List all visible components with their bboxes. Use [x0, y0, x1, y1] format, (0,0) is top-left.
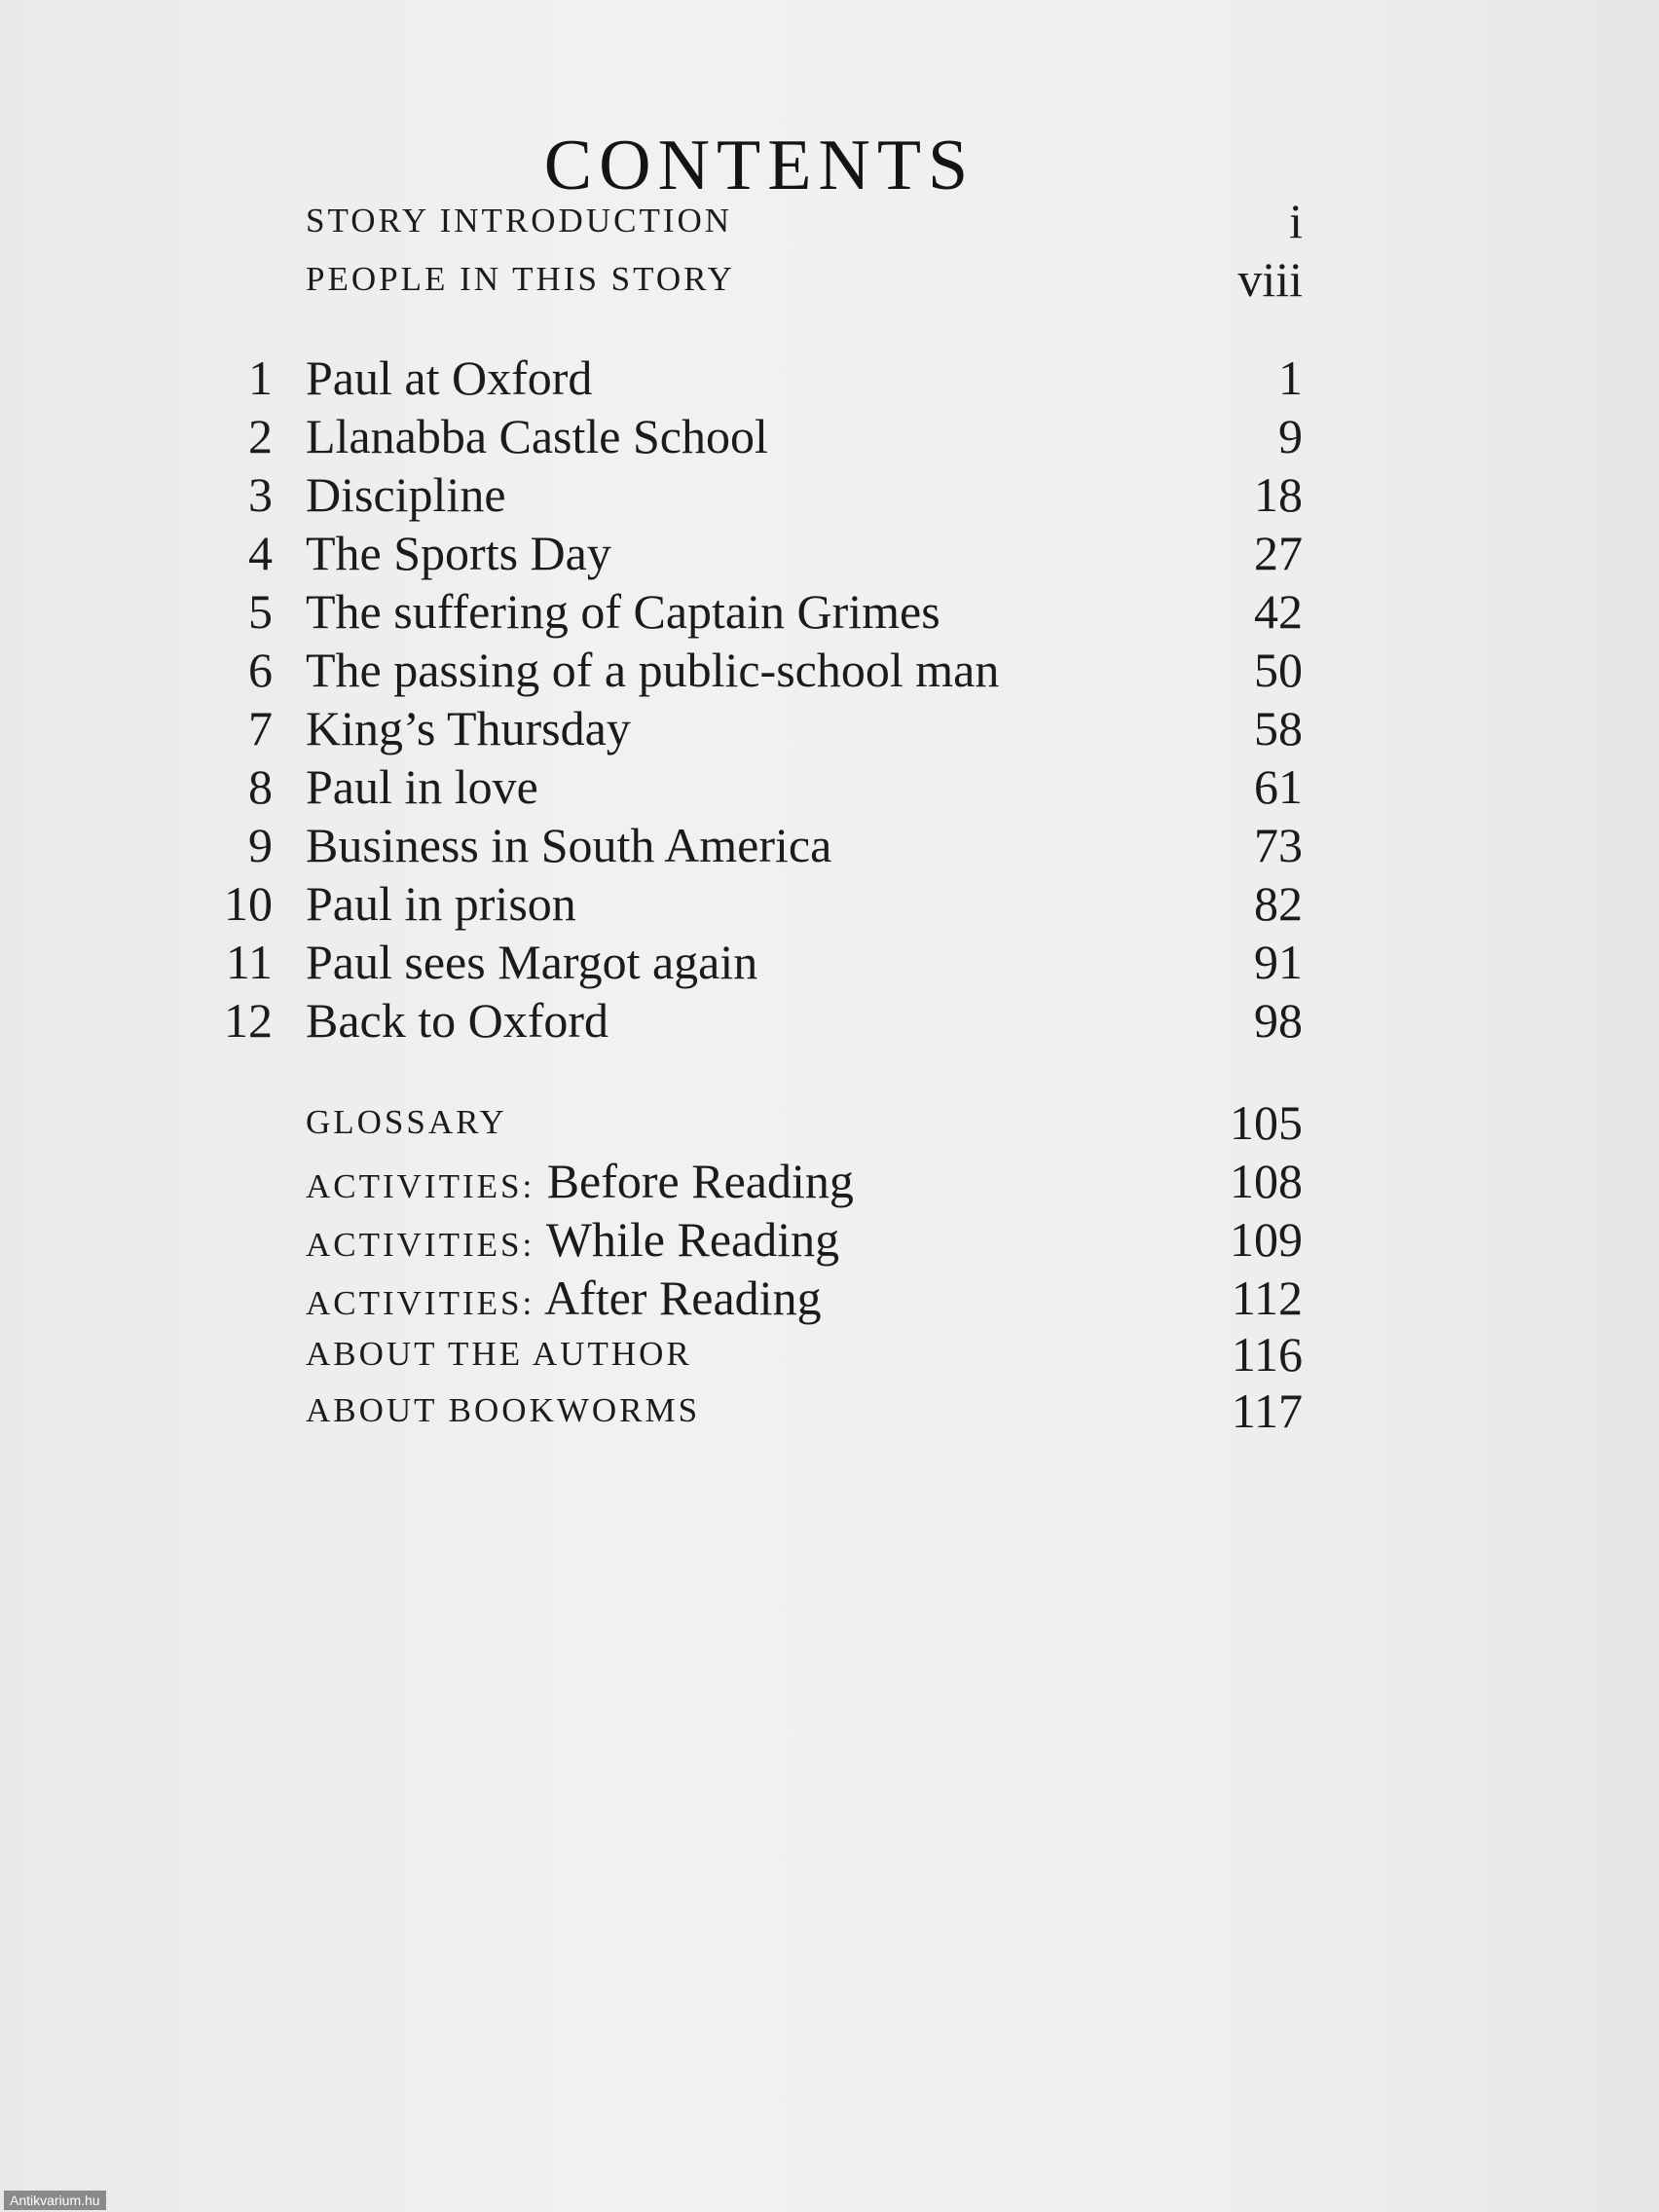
chapter-number: 11 — [225, 935, 273, 989]
toc-entry-about-bookworms — [0, 1377, 1659, 1445]
toc-entry-people-in-this-story — [0, 245, 1659, 313]
chapter-page: 27 — [1254, 526, 1303, 580]
toc-entry-page: viii — [1237, 252, 1303, 307]
chapter-number: 12 — [224, 993, 273, 1048]
chapter-number: 10 — [224, 876, 273, 931]
chapter-title: King’s Thursday — [306, 701, 631, 756]
chapter-number: 7 — [248, 701, 273, 756]
toc-entry-page: 108 — [1230, 1154, 1303, 1208]
chapter-number: 8 — [248, 759, 273, 814]
chapter-page: 98 — [1254, 993, 1303, 1048]
chapter-title: Paul in prison — [306, 876, 576, 931]
chapter-entry — [0, 986, 1659, 1054]
toc-entry-title: ABOUT THE AUTHOR — [306, 1335, 692, 1373]
chapter-page: 18 — [1254, 467, 1303, 522]
toc-entry-title: STORY INTRODUCTION — [306, 202, 733, 240]
chapter-title: Paul sees Margot again — [306, 935, 758, 989]
chapter-page: 42 — [1254, 584, 1303, 639]
chapter-number: 1 — [248, 350, 273, 405]
activities-prefix: ACTIVITIES: — [306, 1284, 535, 1322]
activities-prefix: ACTIVITIES: — [306, 1226, 535, 1264]
chapter-page: 58 — [1254, 701, 1303, 756]
chapter-number: 4 — [248, 526, 273, 580]
toc-entry-page: 112 — [1231, 1271, 1303, 1325]
chapter-number: 6 — [248, 643, 273, 697]
chapter-title: The passing of a public-school man — [306, 643, 1000, 697]
toc-entry-page: 105 — [1230, 1095, 1303, 1150]
chapter-title: The suffering of Captain Grimes — [306, 584, 940, 639]
toc-entry-page: 116 — [1231, 1327, 1303, 1382]
chapter-page: 50 — [1254, 643, 1303, 697]
toc-entry-title: ABOUT BOOKWORMS — [306, 1391, 701, 1429]
watermark-label: Antikvarium.hu — [4, 2191, 106, 2210]
chapter-title: Business in South America — [306, 818, 832, 872]
activities-subtitle: After Reading — [543, 1271, 822, 1325]
toc-entry-title: PEOPLE IN THIS STORY — [306, 260, 735, 298]
chapter-title: Back to Oxford — [306, 993, 609, 1048]
toc-entry-page: i — [1289, 194, 1303, 248]
activities-subtitle: Before Reading — [546, 1154, 854, 1208]
chapter-title: Paul at Oxford — [306, 350, 593, 405]
activities-prefix: ACTIVITIES: — [306, 1167, 535, 1205]
chapter-page: 1 — [1278, 350, 1303, 405]
chapter-page: 82 — [1254, 876, 1303, 931]
chapter-page: 91 — [1254, 935, 1303, 989]
toc-entry-title: GLOSSARY — [306, 1103, 507, 1141]
page-title: CONTENTS — [543, 125, 976, 205]
chapter-title: Llanabba Castle School — [306, 409, 768, 463]
toc-entry-page: 109 — [1230, 1212, 1303, 1267]
chapter-number: 3 — [248, 467, 273, 522]
chapter-title: The Sports Day — [306, 526, 611, 580]
chapter-page: 9 — [1278, 409, 1303, 463]
activities-subtitle: While Reading — [545, 1212, 840, 1267]
chapter-title: Paul in love — [306, 759, 538, 814]
chapter-page: 61 — [1254, 759, 1303, 814]
chapter-number: 5 — [248, 584, 273, 639]
chapter-page: 73 — [1254, 818, 1303, 872]
toc-entry-page: 117 — [1231, 1383, 1303, 1438]
chapter-number: 2 — [248, 409, 273, 463]
chapter-title: Discipline — [306, 467, 506, 522]
chapter-number: 9 — [248, 818, 273, 872]
